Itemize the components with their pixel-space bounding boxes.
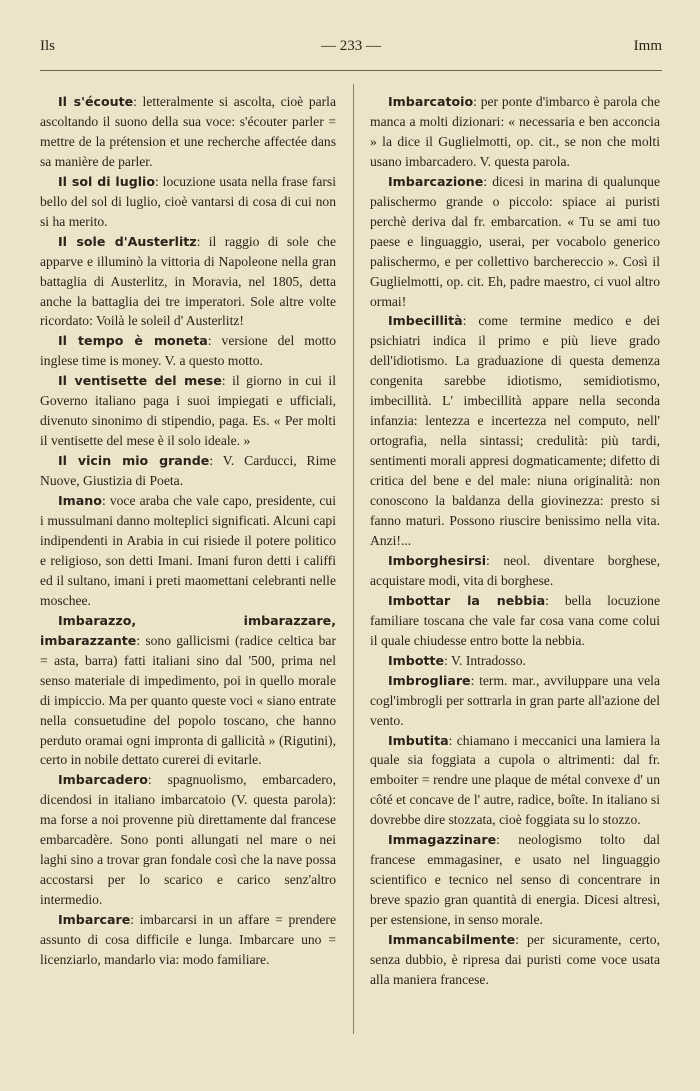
dictionary-entry xyxy=(370,92,660,172)
dictionary-entry xyxy=(370,651,660,671)
dictionary-entry xyxy=(370,311,660,550)
right-column xyxy=(370,92,660,990)
entry-definition: : dicesi in marina di qualunque palischermo grande o piccolo: spiace ai puristi perchè deriva dal fr. embarcation. « Tu se ami tuo paese e linguaggio, userai, per vocabolo generico palischermo, e per collettivo barchereccio ». Così il Guglielmotti, op. cit. Eh, padre maestro, ci vuol altro ormai! xyxy=(370,173,660,309)
dictionary-entry xyxy=(370,172,660,312)
dictionary-entry xyxy=(40,371,336,451)
entry-definition: : imbarcarsi in un affare = prendere assunto di cosa difficile e lunga. Imbarcare uno = licenziarlo, mandarlo via: modo familiare. xyxy=(40,912,336,967)
dictionary-entry xyxy=(370,830,660,930)
entry-definition: : bella locuzione familiare toscana che vale far cosa vana come colui il quale chiudesse entro botte la nebbia. xyxy=(370,592,660,648)
dictionary-entry xyxy=(40,491,336,611)
entry-headword: Imbecillità xyxy=(388,313,463,329)
entry-definition: : neol. diventare borghese, acquistare modi, vita di borghese. xyxy=(370,552,660,588)
entry-definition: : il giorno in cui il Governo italiano paga i suoi impiegati e ufficiali, divenuto sinonimo di stipendio, paga. Es. « Per molti il ventisette del mese è il solo ideale. » xyxy=(40,373,336,449)
entry-definition: : per ponte d'imbarco è parola che manca a molti dizionari: « necessaria e ben acconcia » la dice il Guglielmotti, op. cit., se non che molti usano imbarcadero. V. questa parola. xyxy=(370,94,660,169)
entry-headword: Immancabilmente xyxy=(388,932,516,948)
entry-definition: : il raggio di sole che apparve e illuminò la vittoria di Napoleone nella gran battaglia di Austerlitz, in Moravia, nel 1805, detta anche la battaglia dei tre imperatori. Sole altre volte ricordato: Voilà le soleil d' Austerlitz! xyxy=(40,233,336,329)
page-number: — 233 — xyxy=(321,38,381,54)
entry-headword: Imbarcatoio xyxy=(388,94,474,109)
entry-headword: Il sole d'Austerlitz xyxy=(58,233,197,249)
dictionary-entry xyxy=(40,910,336,970)
dictionary-entry xyxy=(40,172,336,232)
dictionary-entry xyxy=(370,731,660,831)
entry-definition: : letteralmente si ascolta, cioè parla ascoltando il suono della sua voce: s'écouter parler = mettre de la prétension et une recherche affectée dans sa manière de parler. xyxy=(40,94,336,169)
entry-headword: Imbarcadero xyxy=(58,772,148,788)
dictionary-entry xyxy=(40,331,336,371)
dictionary-entry xyxy=(370,591,660,651)
entry-definition: : spagnuolismo, embarcadero, dicendosi in italiano imbarcatoio (V. questa parola): ma forse a noi provenne più direttamente dal francese embarcadère. Sono ponti allungati nel mare o nei laghi sino a trovar gran fondale così che la nave possa accostarsi per lo scarico e carico senz'altro intermedio. xyxy=(40,772,336,908)
entry-definition: : chiamano i meccanici una lamiera la quale sia foggiata a cupola o altrimenti: dal fr. emboiter = rendre une plaque de métal convexe d' un côté et concave de l' autre, radice, boîte. In italiano si dovrebbe dire stozzata, cioè foggiata su lo stozzo. xyxy=(370,732,660,828)
entry-headword: Il vicin mio grande xyxy=(58,453,210,469)
entry-headword: Immagazzinare xyxy=(388,832,497,848)
entry-headword: Imborghesirsi xyxy=(388,552,487,568)
header-left-guideword: Ils xyxy=(40,38,55,54)
dictionary-entry xyxy=(40,92,336,172)
entry-headword: Il tempo è moneta xyxy=(58,333,208,349)
entry-definition: : per sicuramente, certo, senza dubbio, è ripresa dai puristi come voce usata alla maniera francese. xyxy=(370,932,660,987)
header-rule xyxy=(40,70,662,71)
entry-definition: : versione del motto inglese time is money. V. a questo motto. xyxy=(40,333,336,369)
left-column xyxy=(40,92,336,970)
entry-definition: : term. mar., avviluppare una vela cogl'imbrogli per sottrarla in gran parte all'azione del vento. xyxy=(370,672,660,728)
dictionary-entry xyxy=(370,930,660,990)
entry-definition: : neologismo tolto dal francese emmagasiner, e usato nel linguaggio scientifico e tecnico nel senso di concentrare in breve spazio gran quantità di energia. Dicesi altresì, per estensione, in senso morale. xyxy=(370,832,660,928)
entry-headword: Il s'écoute xyxy=(58,94,134,109)
column-divider xyxy=(353,84,354,1034)
dictionary-entry xyxy=(40,232,336,332)
dictionary-entry xyxy=(370,671,660,731)
dictionary-entry xyxy=(40,770,336,910)
dictionary-entry xyxy=(40,451,336,491)
entry-definition: : V. Intradosso. xyxy=(444,652,526,668)
entry-definition: : V. Carducci, Rime Nuove, Giustizia di Poeta. xyxy=(40,453,336,489)
entry-headword: Imbarcare xyxy=(58,912,131,928)
dictionary-entry xyxy=(40,611,336,771)
dictionary-entry xyxy=(370,551,660,591)
entry-definition: : voce araba che vale capo, presidente, cui i mussulmani danno molteplici significati. Alcuni capi indipendenti in Arabia in cui risiede il potere politico e religioso, son detti Imani. Imani furon detti i califfi ed il sultano, imani i preti maomettani celebranti nelle moschee. xyxy=(40,493,336,608)
entry-headword: Il ventisette del mese xyxy=(58,373,222,389)
entry-headword: Il sol di luglio xyxy=(58,173,156,189)
entry-definition: : locuzione usata nella frase farsi bello del sol di luglio, cioè vantarsi di cosa di cui non si ha merito. xyxy=(40,173,336,229)
entry-headword: Imbottar la nebbia xyxy=(388,592,546,608)
header-right-guideword: Imm xyxy=(633,38,662,54)
entry-headword: Imbutita xyxy=(388,732,449,748)
entry-headword: Imbrogliare xyxy=(388,672,471,688)
entry-headword: Imano xyxy=(58,493,102,509)
entry-headword: Imbarazzo, imbarazzare, imbarazzante xyxy=(40,612,336,648)
entry-definition: : sono gallicismi (radice celtica bar = asta, barra) fatti italiani sino dal '500, prima nel senso materiale di impedimento, poi in quello morale di impiccio. Ma per quanto queste voci « siano entrate nella consuetudine del popolo toscano, che hanno perduto oramai ogni impronta di gallicità » (Rigutini), certo in nobile dettato curerei di evitarle. xyxy=(40,632,336,768)
entry-headword: Imbarcazione xyxy=(388,173,484,189)
entry-definition: : come termine medico e dei psichiatri indica il primo e più lieve grado dell'idiotismo. La graduazione di questa demenza congenita sarebbe idiotismo, semidiotismo, imbecillità. L' imbecillità appare nella seconda infanzia: lentezza e incertezza nel computo, nell' ortografia, nella sintassi; credulità: più tardi, sentimenti morali appresi dogmaticamente; difetto di critica del bene e del male: niuna originalità: non conoscono la baldanza della giovinezza: presto si fanno maturi. Possono riuscire benissimo nella vita. Anzi!... xyxy=(370,313,660,548)
page-header xyxy=(40,38,662,68)
entry-headword: Imbotte xyxy=(388,652,445,668)
